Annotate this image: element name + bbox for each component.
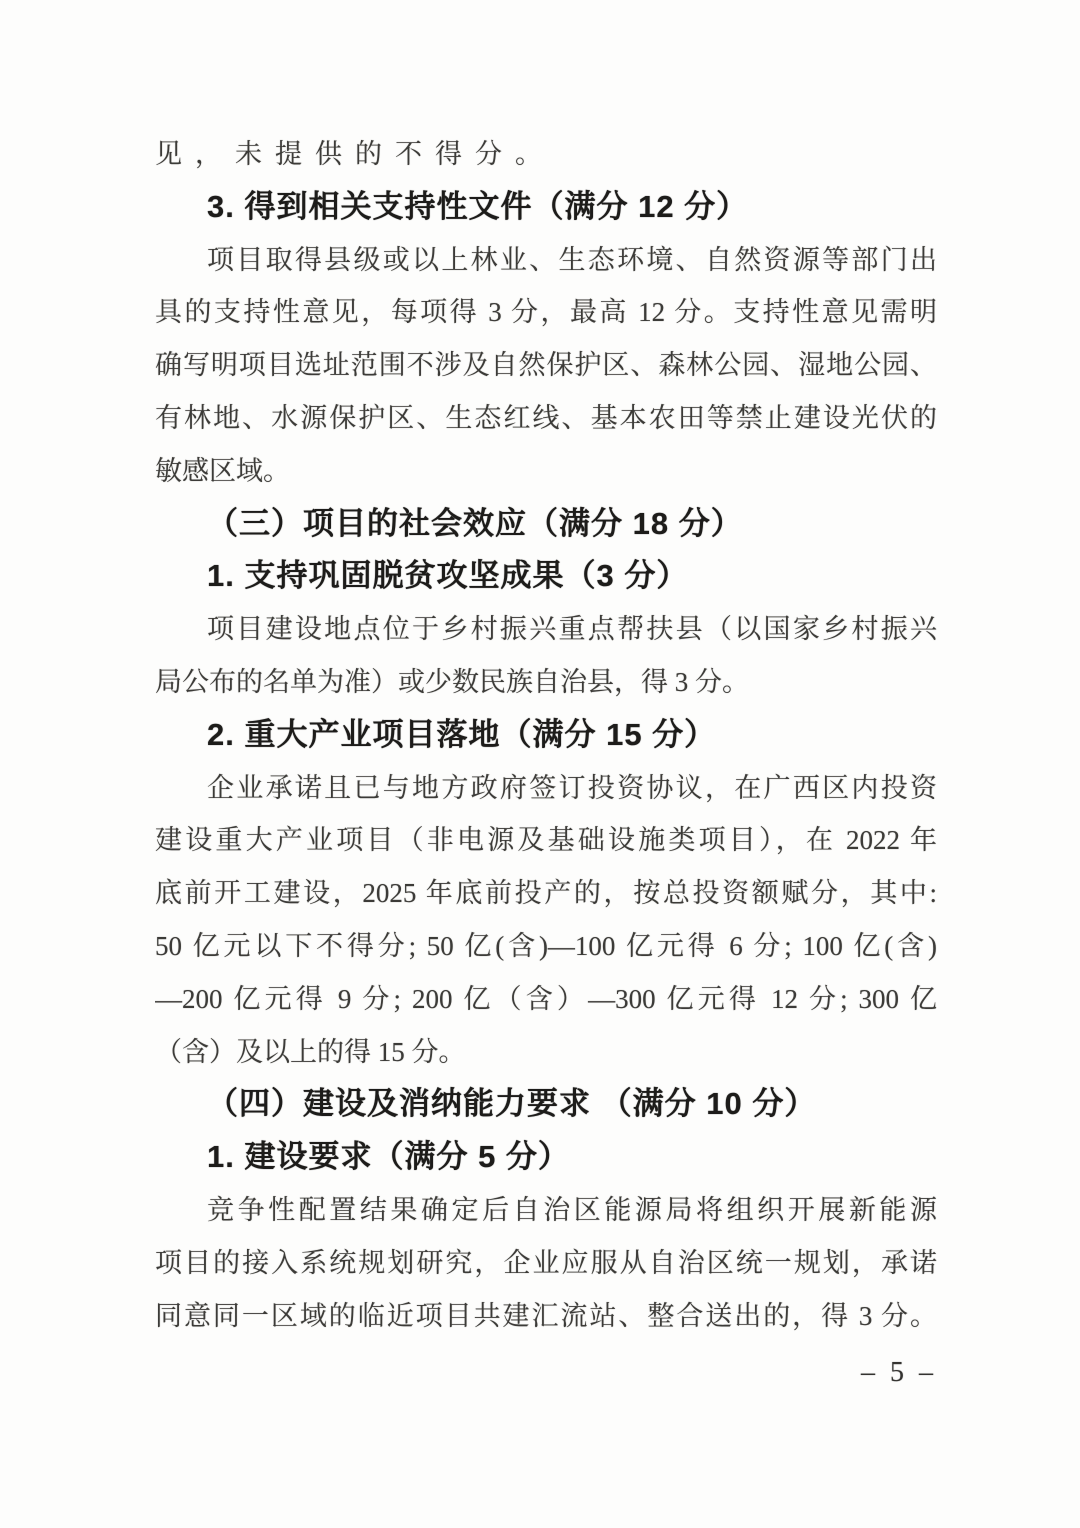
para-construction-requirements-l1: 竞争性配置结果确定后自治区能源局将组织开展新能源 <box>207 1194 937 1225</box>
para-poverty-alleviation-l2: 局公布的名单为准）或少数民族自治县，得 3 分。 <box>155 666 749 697</box>
para-major-industry-l3: 底前开工建设，2025 年底前投产的，按总投资额赋分，其中: <box>155 878 937 909</box>
heading-supporting-documents: 3. 得到相关支持性文件（满分 12 分） <box>207 188 749 224</box>
para-major-industry-l5: —200 亿元得 9 分; 200 亿（含）—300 亿元得 12 分; 300 亿 <box>155 983 937 1014</box>
heading-section4-construction-consumption: （四）建设及消纳能力要求 （满分 10 分） <box>207 1086 817 1122</box>
para-supporting-documents-l1: 项目取得县级或以上林业、生态环境、自然资源等部门出 <box>207 244 937 275</box>
heading-section3-social-effect: （三）项目的社会效应（满分 18 分） <box>207 505 743 541</box>
para-major-industry-l4: 50 亿元以下不得分; 50 亿(含)—100 亿元得 6 分; 100 亿(含) <box>155 930 937 961</box>
para-major-industry-l6: （含）及以上的得 15 分。 <box>155 1036 466 1067</box>
heading-poverty-alleviation: 1. 支持巩固脱贫攻坚成果（3 分） <box>207 558 689 594</box>
para-major-industry-l1: 企业承诺且已与地方政府签订投资协议，在广西区内投资 <box>207 772 937 803</box>
heading-major-industry-project: 2. 重大产业项目落地（满分 15 分） <box>207 716 717 752</box>
para-construction-requirements-l2: 项目的接入系统规划研究，企业应服从自治区统一规划，承诺 <box>155 1247 937 1278</box>
para-supporting-documents-l4: 有林地、水源保护区、生态红线、基本农田等禁止建设光伏的 <box>155 402 937 433</box>
para-construction-requirements-l3: 同意同一区域的临近项目共建汇流站、整合送出的，得 3 分。 <box>155 1300 937 1331</box>
para-supporting-documents-l2: 具的支持性意见，每项得 3 分，最高 12 分。支持性意见需明 <box>155 297 937 328</box>
page-number: – 5 – <box>861 1357 937 1389</box>
para-poverty-alleviation-l1: 项目建设地点位于乡村振兴重点帮扶县（以国家乡村振兴 <box>207 614 937 645</box>
para-supporting-documents-l3: 确写明项目选址范围不涉及自然保护区、森林公园、湿地公园、 <box>155 350 937 381</box>
heading-construction-requirements: 1. 建设要求（满分 5 分） <box>207 1139 570 1175</box>
para-supporting-documents-l5: 敏感区域。 <box>155 455 290 486</box>
para-major-industry-l2: 建设重大产业项目（非电源及基础设施类项目），在 2022 年 <box>155 825 937 856</box>
para-tail-score-note: 见，未提供的不得分。 <box>155 139 555 169</box>
